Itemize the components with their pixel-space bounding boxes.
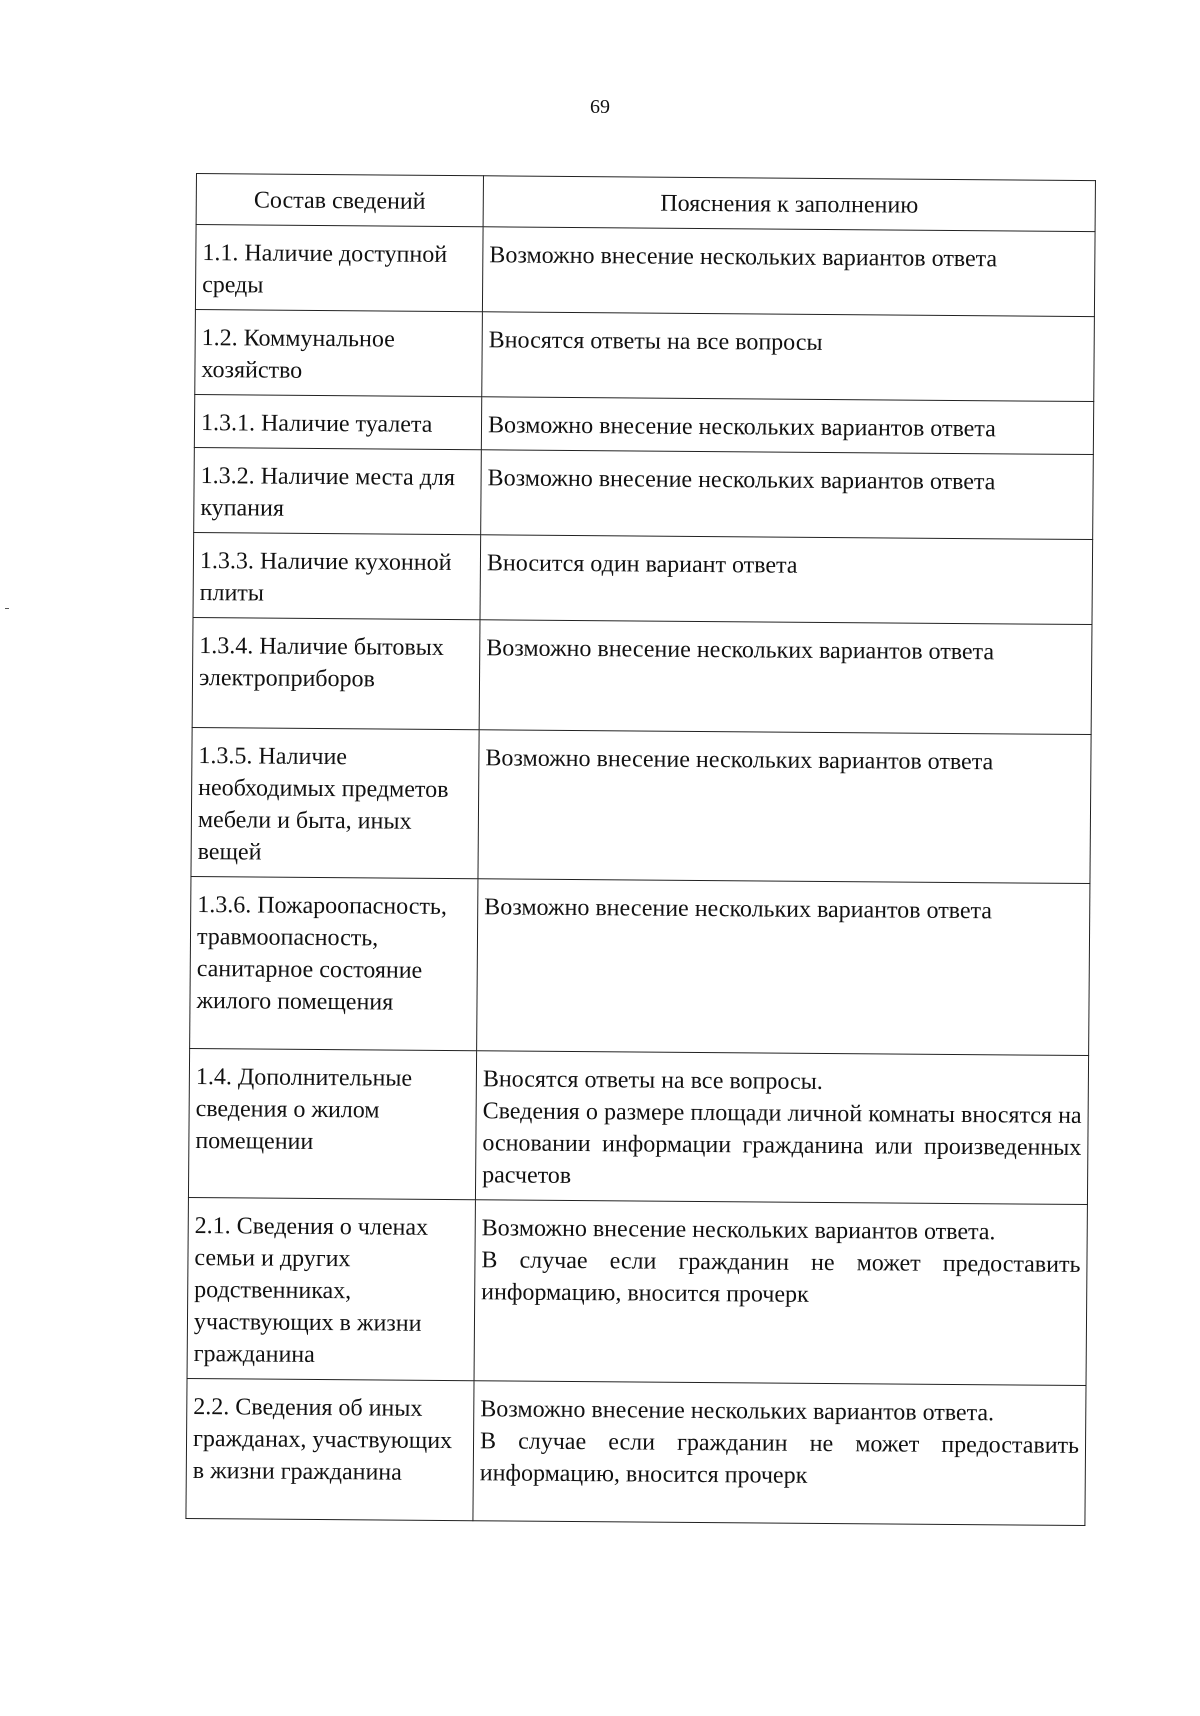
table-header — [196, 174, 1095, 232]
explanation-text: Возможно внесение нескольких вариантов ответа — [484, 894, 993, 925]
table-body — [186, 225, 1095, 1526]
explanation-cell — [473, 1381, 1086, 1526]
table-row — [190, 876, 1090, 1055]
explanation-cell — [478, 730, 1091, 884]
table-row — [191, 727, 1091, 883]
explanation-text: Возможно внесение нескольких вариантов ответа — [486, 635, 995, 666]
explanation-text: В случае если гражданин не может предоставить информацию, вносится прочерк — [481, 1247, 1081, 1308]
header-explanation: Пояснения к заполнению — [483, 176, 1095, 232]
table-row — [192, 617, 1092, 734]
table-row — [187, 1197, 1087, 1385]
table-row — [186, 1378, 1086, 1525]
explanation-text: Возможно внесение нескольких вариантов ответа. — [480, 1396, 995, 1427]
page-number: 69 — [590, 96, 610, 118]
item-cell: 1.4. Дополнительные сведения о жилом помещении — [188, 1048, 476, 1199]
explanation-text: Вносится один вариант ответа — [486, 550, 798, 579]
explanation-cell — [479, 620, 1092, 735]
item-cell: 1.3.3. Наличие кухонной плиты — [193, 532, 481, 619]
item-cell: 1.3.6. Пожароопасность, травмоопасность, санитарное состояние жилого помещения — [190, 876, 478, 1050]
explanation-cell — [481, 450, 1094, 540]
explanation-cell — [481, 397, 1093, 455]
explanation-text: Сведения о размере площади личной комнаты вносятся на основании информации гражданина или произведенных расчетов — [482, 1098, 1082, 1189]
item-cell: 1.3.1. Наличие туалета — [194, 394, 481, 449]
item-cell: 1.3.2. Наличие места для купания — [194, 447, 482, 534]
table-row — [195, 309, 1095, 401]
explanation-cell — [477, 879, 1090, 1056]
item-cell: 2.1. Сведения о членах семьи и других родственниках, участвующих в жизни гражданина — [187, 1197, 475, 1380]
explanation-text: Возможно внесение нескольких вариантов ответа — [487, 412, 996, 443]
explanation-cell — [482, 312, 1095, 402]
item-cell: 2.2. Сведения об иных гражданах, участвующих в жизни гражданина — [186, 1378, 474, 1520]
explanation-text: Возможно внесение нескольких вариантов ответа — [485, 745, 994, 776]
item-cell: 1.1. Наличие доступной среды — [195, 225, 483, 312]
explanation-text: Вносятся ответы на все вопросы — [488, 327, 823, 356]
header-row — [196, 174, 1095, 232]
explanation-text: В случае если гражданин не может предоставить информацию, вносится прочерк — [479, 1428, 1080, 1489]
item-cell: 1.3.4. Наличие бытовых электроприборов — [192, 617, 480, 729]
item-cell: 1.2. Коммунальное хозяйство — [195, 309, 483, 396]
explanation-text: Возможно внесение нескольких вариантов ответа — [487, 465, 996, 496]
table-row — [194, 447, 1094, 539]
table-row — [194, 394, 1093, 454]
header-composition: Состав сведений — [196, 174, 483, 227]
explanation-cell — [482, 227, 1095, 317]
explanation-text: Возможно внесение нескольких вариантов ответа. — [481, 1215, 996, 1246]
table-row — [195, 225, 1095, 317]
table-row — [193, 532, 1093, 624]
instructions-table — [185, 173, 1096, 1526]
explanation-text: Вносятся ответы на все вопросы. — [482, 1066, 823, 1095]
table-row — [188, 1048, 1088, 1204]
explanation-text: Возможно внесение нескольких вариантов ответа — [489, 242, 998, 273]
scan-mark — [5, 608, 9, 609]
explanation-cell — [475, 1051, 1088, 1205]
instructions-table-container — [185, 173, 1096, 1526]
explanation-cell — [480, 535, 1093, 625]
explanation-cell — [474, 1200, 1087, 1386]
item-cell: 1.3.5. Наличие необходимых предметов мебели и быта, иных вещей — [191, 727, 479, 878]
